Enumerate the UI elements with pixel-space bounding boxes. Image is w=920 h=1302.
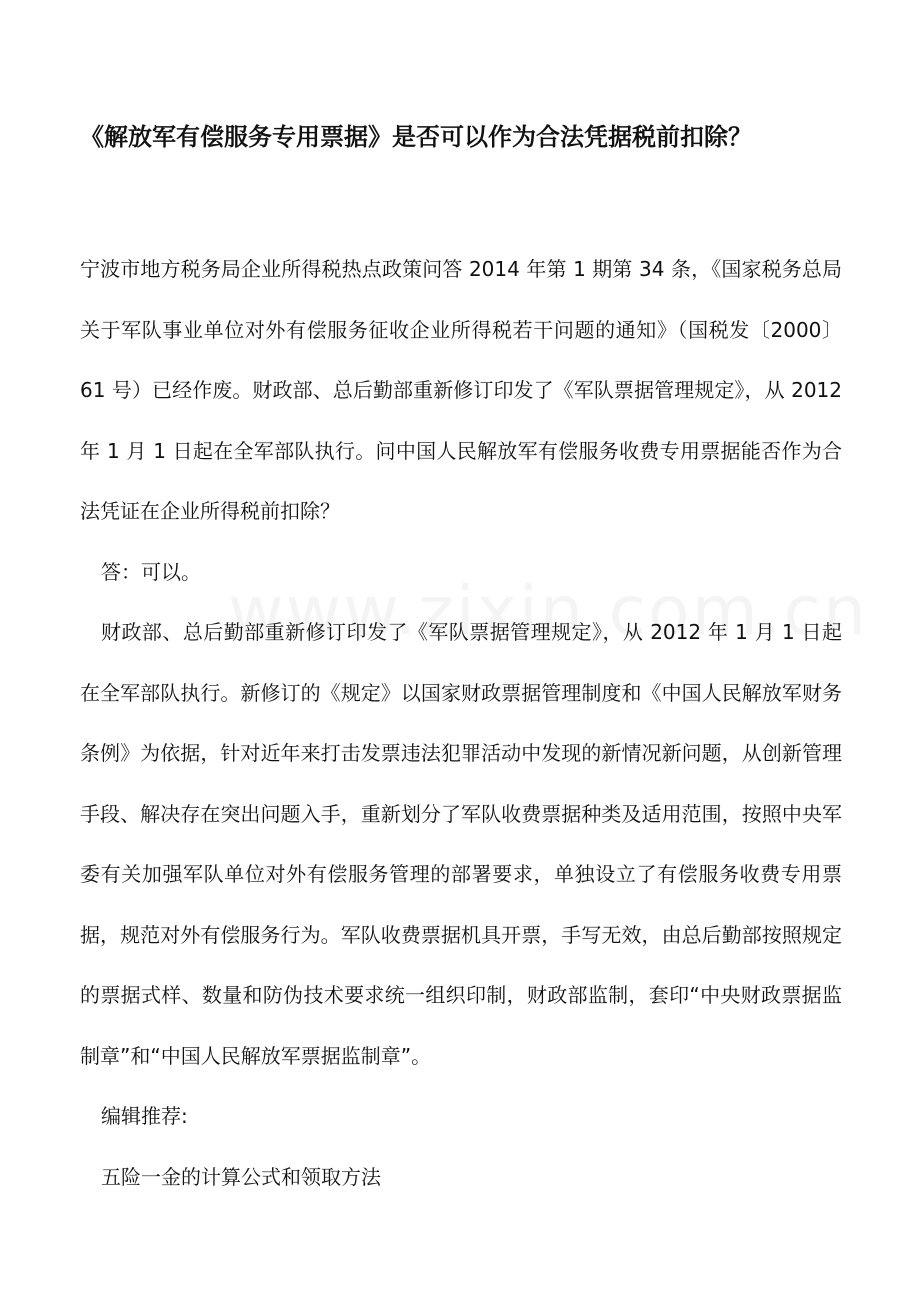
recommended-article-link[interactable]: 五险一金的计算公式和领取方法 <box>101 1164 381 1189</box>
paragraph-question: 宁波市地方税务局企业所得税热点政策问答 2014 年第 1 期第 34 条，《国家税务总局关于军队事业单位对外有偿服务征收企业所得税若干问题的通知》（国税发〔2000〕61 号）已经作废。财政部、总后勤部重新修订印发了《军队票据管理规定》，从 2012 年 1 月 1 日起在全军部队执行。问中国人民解放军有偿服务收费专用票据能否作为合法凭证在企业所得税前扣除？ <box>80 257 842 523</box>
document-body <box>80 239 842 1207</box>
document-title: 《解放军有偿服务专用票据》是否可以作为合法凭据税前扣除？ <box>80 123 752 151</box>
editor-recommendation-label: 编辑推荐: <box>101 1104 188 1128</box>
paragraph-explanation: 财政部、总后勤部重新修订印发了《军队票据管理规定》，从 2012 年 1 月 1 日起在全军部队执行。新修订的《规定》以国家财政票据管理制度和《中国人民解放军财务条例》为依据，针对近年来打击发票违法犯罪活动中发现的新情况新问题，从创新管理手段、解决存在突出问题入手，重新划分了军队收费票据种类及适用范围，按照中央军委有关加强军队单位对外有偿服务管理的部署要求，单独设立了有偿服务收费专用票据，规范对外有偿服务行为。军队收费票据机具开票，手写无效，由总后勤部按照规定的票据式样、数量和防伪技术要求统一组织印制，财政部监制，套印“中央财政票据监制章”和“中国人民解放军票据监制章”。 <box>80 620 842 1068</box>
paragraph-answer: 答：可以。 <box>101 559 201 584</box>
